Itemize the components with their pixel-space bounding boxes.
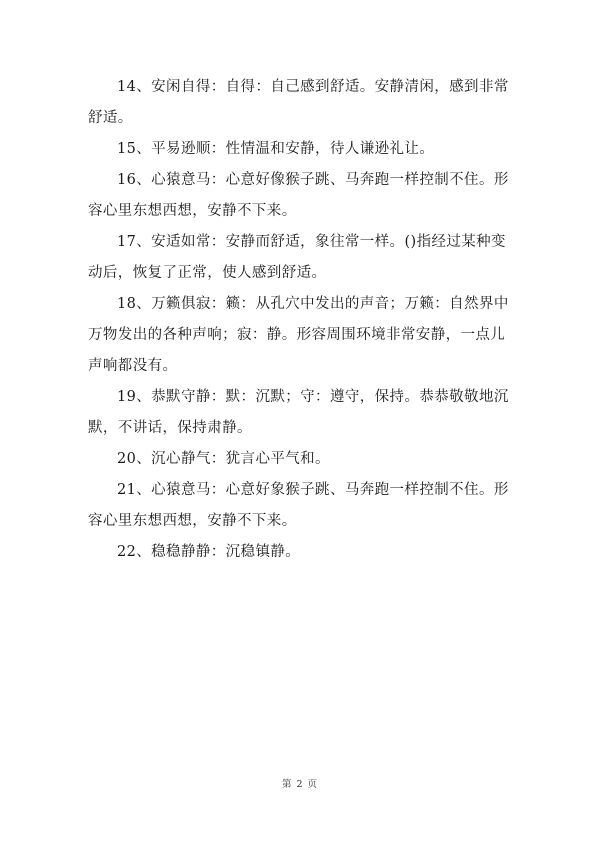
paragraph-14: 14、安闲自得：自得：自己感到舒适。安静清闲，感到非常舒适。: [88, 79, 509, 126]
paragraph-22: 22、稳稳静静：沉稳镇静。: [117, 544, 301, 560]
document-body: [88, 72, 516, 568]
paragraph-17: 17、安适如常：安静而舒适，象往常一样。()指经过某种变动后，恢复了正常，使人感到舒适。: [88, 234, 506, 281]
paragraph-15: 15、平易逊顺：性情温和安静，待人谦逊礼让。: [117, 141, 435, 157]
paragraph-21: 21、心猿意马：心意好象猴子跳、马奔跑一样控制不住。形容心里东想西想，安静不下来。: [88, 482, 509, 529]
page-number: 第 2 页: [281, 779, 319, 790]
paragraph-16: 16、心猿意马：心意好像猴子跳、马奔跑一样控制不住。形容心里东想西想，安静不下来。: [88, 172, 509, 219]
paragraph-20: 20、沉心静气：犹言心平气和。: [117, 451, 330, 467]
paragraph-19: 19、恭默守静：默：沉默；守：遵守，保持。恭恭敬敬地沉默，不讲话，保持肃静。: [88, 389, 509, 436]
paragraph-18: 18、万籁俱寂：籁：从孔穴中发出的声音；万籁：自然界中万物发出的各种声响；寂：静。形容周围环境非常安静，一点儿声响都没有。: [88, 296, 509, 374]
